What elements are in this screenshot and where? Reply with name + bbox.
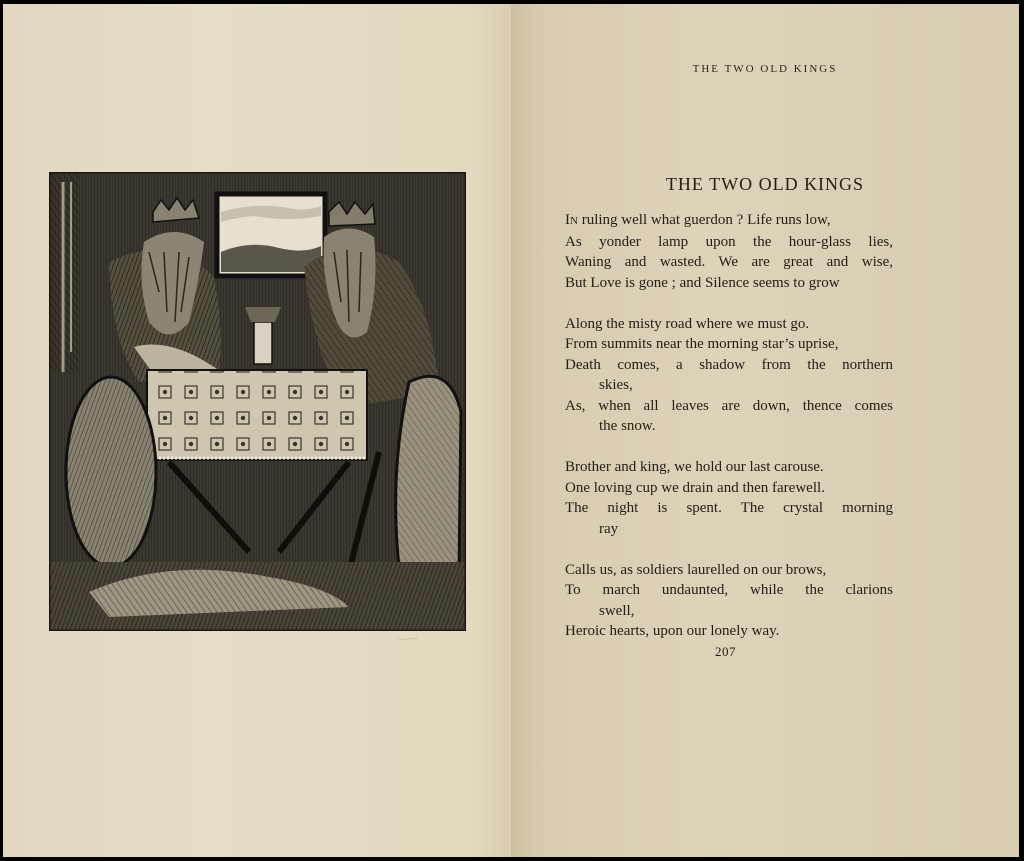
poem-line: The night is spent. The crystal morning: [565, 500, 893, 516]
artist-signature: ~~~~: [397, 633, 418, 645]
stanza-4: [565, 560, 893, 642]
right-page: [511, 4, 1019, 857]
poem-line: From summits near the morning star’s uprise,: [565, 336, 839, 352]
book-spread: [3, 4, 1019, 857]
page-number: 207: [715, 644, 736, 659]
poem-line: Calls us, as soldiers laurelled on our brows,: [565, 561, 827, 578]
poem-line: swell,: [599, 602, 635, 619]
poem-line: As, when all leaves are down, thence comes: [565, 397, 893, 414]
poem-line: One loving cup we drain and then farewell.: [565, 479, 825, 496]
poem-line: IN ruling well what guerdon ? Life runs low,: [565, 212, 831, 228]
poem-line: Heroic hearts, upon our lonely way.: [565, 623, 780, 639]
poem-line: But Love is gone ; and Silence seems to grow: [565, 274, 840, 291]
poem-line: Death comes, a shadow from the northern: [565, 356, 893, 373]
stanza-3: [565, 457, 893, 539]
poem-line: skies,: [599, 377, 633, 393]
poem-line: Brother and king, we hold our last carouse.: [565, 459, 824, 475]
left-page: [3, 4, 511, 857]
poem-line: Waning and wasted. We are great and wise,: [565, 254, 893, 270]
running-head: THE TWO OLD KINGS: [692, 63, 838, 75]
engraving-artwork: [49, 172, 466, 631]
poem-line: ray: [599, 520, 619, 537]
drop-initial: I: [565, 212, 570, 228]
poem-line: the snow.: [599, 418, 656, 434]
stanza-2: [565, 314, 893, 437]
poem-body: [565, 210, 893, 662]
small-caps: N: [570, 215, 578, 227]
stanza-1: [565, 210, 893, 293]
poem-title: THE TWO OLD KINGS: [665, 174, 865, 194]
poem-line: To march undaunted, while the clarions: [565, 582, 893, 598]
poem-line: Along the misty road where we must go.: [565, 315, 810, 332]
poem-line: As yonder lamp upon the hour-glass lies,: [565, 233, 893, 250]
engraving-illustration: [49, 172, 466, 631]
